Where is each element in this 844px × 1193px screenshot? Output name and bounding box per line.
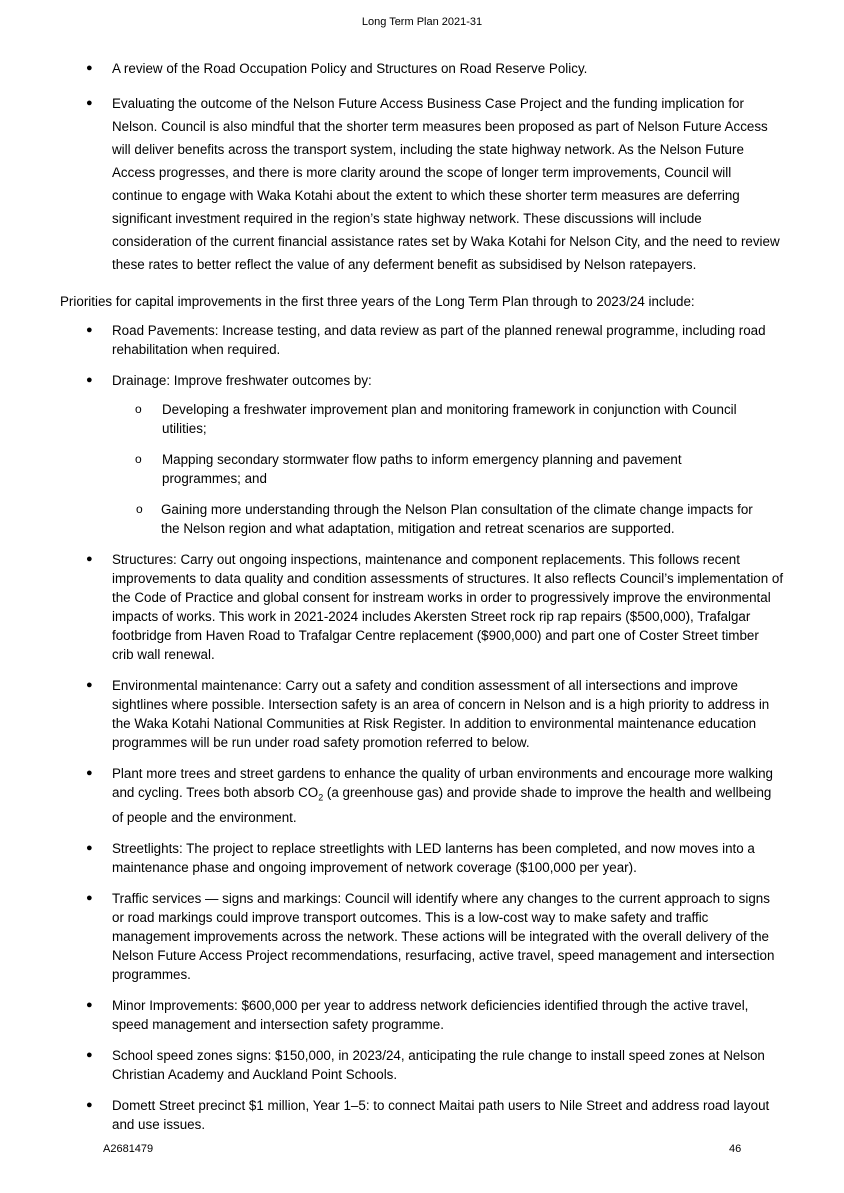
list-item-school-speed-zones xyxy=(0,1046,844,1084)
list-item-text: Domett Street precinct $1 million, Year 1–5: to connect Maitai path users to Nile Street and address road layout and use issues. xyxy=(112,1097,770,1132)
list-item-text xyxy=(112,766,773,825)
bullet-icon: ● xyxy=(86,891,93,904)
bullet-icon: ● xyxy=(86,553,93,565)
list-item xyxy=(0,57,844,80)
bullet-icon: ● xyxy=(86,324,93,336)
circle-bullet-icon: o xyxy=(136,502,143,516)
bullet-icon: ● xyxy=(86,767,93,779)
list-item-road-pavements xyxy=(0,321,844,359)
list-item-drainage xyxy=(0,371,844,390)
sub-list-item-text: Gaining more understanding through the Nelson Plan consultation of the climate change impacts for the Nelson region and what adaptation, mitigation and retreat scenarios are supported. xyxy=(161,502,753,536)
list-item-text: Evaluating the outcome of the Nelson Future Access Business Case Project and the funding implication for Nelson. Council is also mindful that the shorter term measures been proposed as part of Nelson Future Access will deliver benefits across the transport system, including the state highway network. As the Nelson Future Access progresses, and there is more clarity around the scope of longer term improvements, Council will continue to engage with Waka Kotahi about the extent to which these shorter term measures are deferring significant investment required in the region’s state highway network. These discussions will include consideration of the current financial assistance rates set by Waka Kotahi for Nelson City, and the need to review these rates to better reflect the value of any deferment benefit as subsidised by Nelson ratepayers. xyxy=(112,96,780,272)
list-item-streetlights xyxy=(0,839,844,877)
list-item-text: School speed zones signs: $150,000, in 2023/24, anticipating the rule change to install speed zones at Nelson Christian Academy and Auckland Point Schools. xyxy=(112,1047,765,1082)
co2-subscript: 2 xyxy=(318,792,324,803)
sub-list-item-text: Mapping secondary stormwater flow paths to inform emergency planning and pavement programmes; and xyxy=(162,452,682,486)
list-item-text: A review of the Road Occupation Policy and Structures on Road Reserve Policy. xyxy=(112,61,588,76)
running-header: Long Term Plan 2021-31 xyxy=(361,16,483,28)
list-item-minor-improvements xyxy=(0,996,844,1034)
list-item-text: Drainage: Improve freshwater outcomes by: xyxy=(112,373,372,388)
bullet-icon: ● xyxy=(86,62,93,74)
bullet-icon: ● xyxy=(86,1098,93,1111)
trees-text-part: Plant more trees and street gardens to enhance the quality of urban environments and encourage more walking and cycling. Trees both absorb CO xyxy=(112,766,774,800)
footer-page-number: 46 xyxy=(729,1143,742,1155)
bullet-icon: ● xyxy=(86,679,93,691)
list-item-structures xyxy=(0,550,844,664)
bullet-icon: ● xyxy=(86,1048,93,1061)
sub-list-item xyxy=(0,500,844,538)
list-item-text: Environmental maintenance: Carry out a safety and condition assessment of all intersections and improve sightlines where possible. Intersection safety is an area of concern in Nelson and is a high priority to address in the Waka Kotahi National Communities at Risk Register. In addition to environmental maintenance education programmes will be run under road safety promotion referred to below. xyxy=(112,678,770,750)
footer-doc-id: A2681479 xyxy=(103,1143,154,1155)
circle-bullet-icon: o xyxy=(135,452,142,466)
list-item-traffic-services xyxy=(0,889,844,984)
sub-list-item xyxy=(0,450,844,488)
circle-bullet-icon: o xyxy=(135,402,142,416)
list-item-domett-street xyxy=(0,1096,844,1134)
list-item-text: Structures: Carry out ongoing inspections, maintenance and component replacements. This follows recent improvements to data quality and condition assessments of structures. It also reflects Council’s implementation of the Code of Practice and global consent for instream works in order to progressively improve the environmental impacts of works. This work in 2021-2024 includes Akersten Street rock rip rap repairs ($500,000), Trafalgar footbridge from Haven Road to Trafalgar Centre replacement ($900,000) and part one of Coster Street timber crib wall renewal. xyxy=(112,552,784,662)
list-item-text: Streetlights: The project to replace streetlights with LED lanterns has been completed, and now moves into a maintenance phase and ongoing improvement of network coverage ($100,000 per year). xyxy=(112,840,755,875)
list-item-text: Minor Improvements: $600,000 per year to address network deficiencies identified through the active travel, speed management and intersection safety programme. xyxy=(112,997,749,1032)
bullet-icon: ● xyxy=(86,841,93,854)
trees-text-part: (a greenhouse gas) and provide shade to improve the health and wellbeing of people and the environment. xyxy=(112,785,772,825)
list-item-environmental xyxy=(0,676,844,752)
sub-list-item-text: Developing a freshwater improvement plan and monitoring framework in conjunction with Council utilities; xyxy=(162,402,737,436)
bullet-icon: ● xyxy=(86,998,93,1011)
bullet-icon: ● xyxy=(86,97,93,109)
sub-list-item xyxy=(0,400,844,438)
priorities-intro: Priorities for capital improvements in the first three years of the Long Term Plan through to 2023/24 include: xyxy=(60,294,695,309)
list-item xyxy=(0,92,844,276)
bullet-icon: ● xyxy=(86,374,93,386)
list-item-trees xyxy=(0,764,844,827)
list-item-text: Road Pavements: Increase testing, and data review as part of the planned renewal programme, including road rehabilitation when required. xyxy=(112,323,766,357)
list-item-text: Traffic services — signs and markings: Council will identify where any changes to the current approach to signs or road markings could improve transport outcomes. This is a low-cost way to make safety and traffic management improvements across the network. These actions will be integrated with the overall delivery of the Nelson Future Access Project recommendations, resurfacing, active travel, speed management and intersection programmes. xyxy=(112,890,775,982)
page-body xyxy=(0,57,844,1146)
